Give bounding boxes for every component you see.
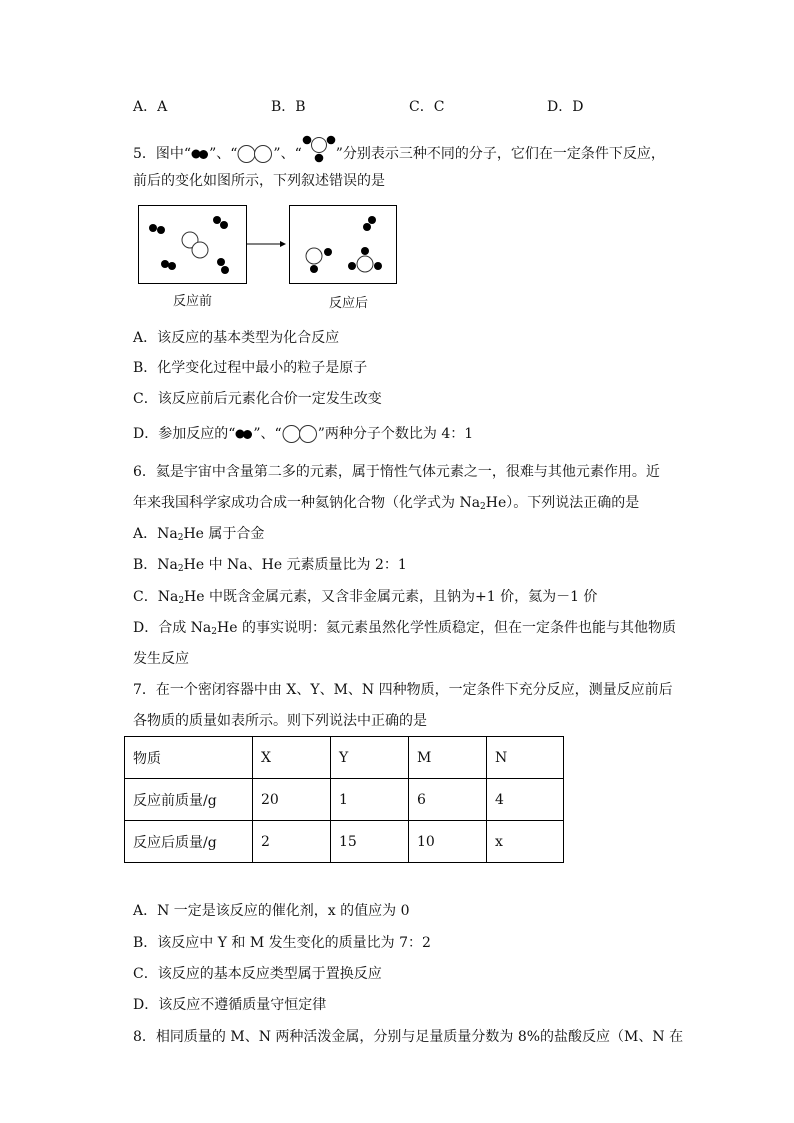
q6-option-d: D．合成 $Na_2He$ 的事实说明：氦元素虽然化学性质稳定，但在一定条件也能与其他物质	[133, 620, 676, 637]
table-cell: 20	[253, 779, 331, 821]
after-black-molecule	[363, 216, 376, 231]
table-row	[125, 779, 564, 821]
black-diatomic-molecule-icon	[235, 428, 253, 440]
table-cell: 6	[409, 779, 487, 821]
table-cell: M	[409, 737, 487, 779]
q7-stem-line-1: 7．在一个密闭容器中由 X、Y、M、N 四种物质，一定条件下充分反应，测量反应前后	[133, 682, 673, 698]
table-cell: 4	[487, 779, 564, 821]
mass-table	[124, 736, 564, 863]
table-cell: X	[253, 737, 331, 779]
table-cell: 15	[331, 821, 409, 863]
after-compound-molecule-1	[306, 248, 332, 273]
table-cell: Y	[331, 737, 409, 779]
table-cell: 物质	[125, 737, 253, 779]
white-diatomic-molecule-icon	[282, 424, 318, 444]
compound-molecule-icon	[302, 134, 336, 164]
q4-option-d: D．D	[547, 99, 584, 115]
table-cell: 10	[409, 821, 487, 863]
q7-option-c: C．该反应的基本反应类型属于置换反应	[133, 966, 382, 982]
q8-stem-line-1: 8．相同质量的 M、N 两种活泼金属，分别与足量质量分数为 8%的盐酸反应（M、N 在	[133, 1029, 684, 1045]
q7-option-d: D．该反应不遵循质量守恒定律	[133, 997, 327, 1013]
table-cell: N	[487, 737, 564, 779]
table-cell: 反应后质量/g	[125, 821, 253, 863]
q5-stem-line-1: 5．图中“ ”、“ ”、“ ”分别表示三种不同的分子，它们在一定条件下反应，	[133, 134, 665, 164]
q5-option-d: D．参加反应的“ ”、“ ”两种分子个数比为 4：1	[133, 426, 474, 442]
table-cell: 2	[253, 821, 331, 863]
reaction-diagram	[137, 204, 399, 286]
q4-option-b: B．B	[271, 99, 306, 115]
q5-option-b: B．化学变化过程中最小的粒子是原子	[133, 360, 368, 376]
q4-option-a: A．A	[133, 99, 168, 115]
after-reaction-box	[290, 206, 397, 284]
before-reaction-label: 反应前	[173, 294, 213, 309]
q6-stem-line-1: 6．氦是宇宙中含量第二多的元素，属于惰性气体元素之一，很难与其他元素作用。近	[133, 464, 660, 480]
q7-option-b: B．该反应中 Y 和 M 发生变化的质量比为 7：2	[133, 935, 431, 951]
reaction-arrow-icon	[247, 241, 286, 247]
q6-stem-line-2: 年来我国科学家成功合成一种氦钠化合物（化学式为 $Na_2He$）。下列说法正确的是	[133, 495, 640, 512]
table-row	[125, 737, 564, 779]
q7-stem-line-2: 各物质的质量如表所示。则下列说法中正确的是	[133, 713, 427, 729]
q4-options	[133, 97, 653, 117]
q6-option-d-continued: 发生反应	[133, 651, 189, 667]
q7-option-a: A．N 一定是该反应的催化剂，x 的值应为 0	[133, 903, 410, 919]
black-diatomic-molecule-icon	[191, 148, 209, 160]
q5-stem-line-2: 前后的变化如图所示，下列叙述错误的是	[133, 173, 385, 189]
table-cell: 1	[331, 779, 409, 821]
before-white-molecule	[182, 232, 208, 258]
q4-option-c: C．C	[409, 99, 445, 115]
white-diatomic-molecule-icon	[237, 144, 273, 164]
q6-option-b: B．$Na_2He$ 中 Na、He 元素质量比为 2：1	[133, 557, 407, 574]
table-cell: 反应前质量/g	[125, 779, 253, 821]
table-cell: x	[487, 821, 564, 863]
q6-option-a: A．$Na_2He$ 属于合金	[133, 526, 265, 543]
after-reaction-label: 反应后	[329, 296, 369, 311]
q5-option-c: C．该反应前后元素化合价一定发生改变	[133, 391, 382, 407]
after-compound-molecule-2	[348, 247, 382, 272]
table-row	[125, 821, 564, 863]
q5-option-a: A．该反应的基本类型为化合反应	[133, 330, 340, 346]
q6-option-c: C．$Na_2He$ 中既含金属元素，又含非金属元素，且钠为+1 价，氦为－1 价	[133, 589, 598, 606]
